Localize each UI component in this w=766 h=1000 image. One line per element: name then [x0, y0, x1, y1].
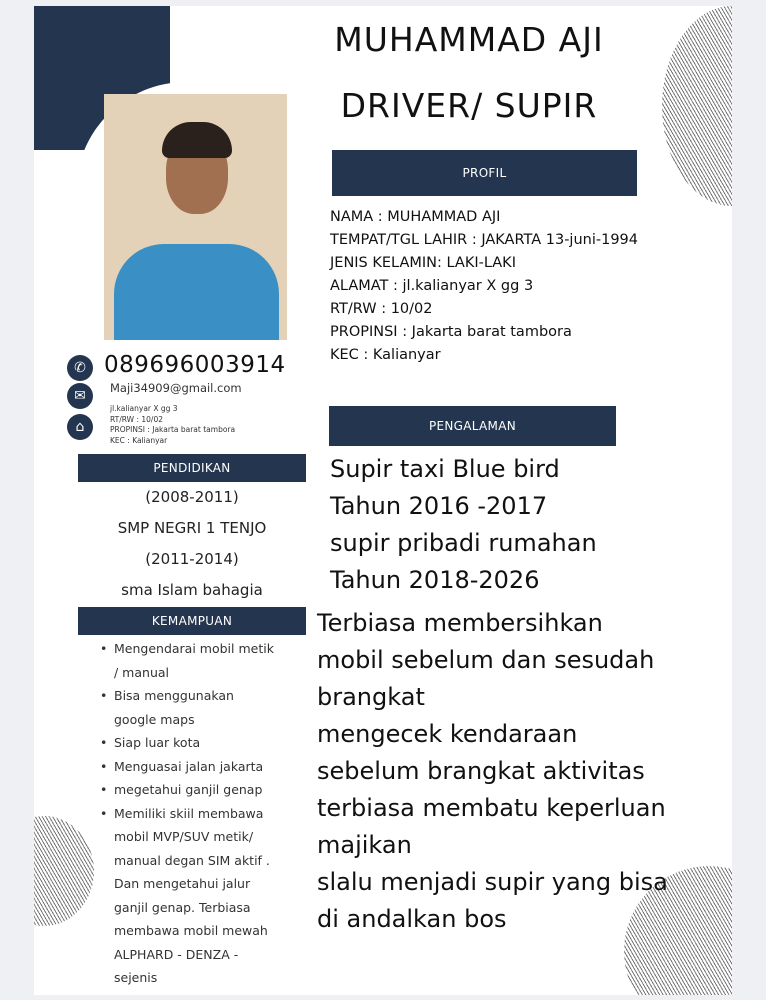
description-line: Terbiasa membersihkan [317, 609, 603, 637]
section-pengalaman: PENGALAMAN [329, 406, 616, 446]
section-kemampuan: KEMAMPUAN [78, 607, 306, 635]
experience-description [317, 605, 668, 938]
description-line: terbiasa membatu keperluan [317, 794, 666, 822]
description-line: sebelum brangkat aktivitas [317, 757, 645, 785]
envelope-icon: ✉ [67, 383, 93, 409]
skill-item: • Bisa menggunakan google maps [100, 684, 280, 731]
skills-list [100, 637, 280, 990]
profile-line: RT/RW : 10/02 [330, 301, 433, 317]
description-line: slalu menjadi supir yang bisa [317, 868, 668, 896]
experience-list [330, 451, 597, 599]
section-profil: PROFIL [332, 150, 637, 196]
skill-item: • megetahui ganjil genap [100, 778, 280, 802]
experience-line: Tahun 2018-2026 [330, 566, 540, 594]
profile-line: KEC : Kalianyar [330, 347, 441, 363]
address-line: KEC : Kalianyar [110, 435, 168, 445]
address-block [110, 404, 235, 446]
hatch-decoration-top [662, 6, 732, 206]
job-title: DRIVER/ SUPIR [340, 86, 598, 125]
resume-page [34, 6, 732, 995]
section-pendidikan: PENDIDIKAN [78, 454, 306, 482]
skill-item: • Siap luar kota [100, 731, 280, 755]
education-line: sma Islam bahagia [121, 581, 263, 599]
description-line: brangkat [317, 683, 425, 711]
description-line: mobil sebelum dan sesudah [317, 646, 655, 674]
profile-details [330, 206, 638, 367]
home-icon: ⌂ [67, 414, 93, 440]
profile-line: PROPINSI : Jakarta barat tambora [330, 324, 572, 340]
email: Maji34909@gmail.com [110, 381, 242, 395]
profile-photo [104, 94, 287, 340]
phone-number: 089696003914 [104, 352, 286, 378]
hatch-decoration-left [34, 816, 94, 926]
address-line: jl.kalianyar X gg 3 [110, 404, 178, 413]
education-line: (2011-2014) [145, 550, 239, 568]
name-heading: MUHAMMAD AJI [334, 20, 604, 59]
experience-line: Supir taxi Blue bird [330, 455, 560, 483]
phone-icon: ✆ [67, 355, 93, 381]
address-line: PROPINSI : Jakarta barat tambora [110, 425, 236, 434]
experience-line: supir pribadi rumahan [330, 529, 597, 557]
education-line: SMP NEGRI 1 TENJO [117, 519, 267, 537]
skill-item: • Memiliki skiil membawa mobil MVP/SUV metik/ manual degan SIM aktif . Dan mengetahui jalur ganjil genap. Terbiasa membawa mobil mewah ALPHARD - DENZA - sejenis [100, 802, 280, 990]
description-line: mengecek kendaraan [317, 720, 578, 748]
skill-item: • Menguasai jalan jakarta [100, 755, 280, 779]
profile-line: ALAMAT : jl.kalianyar X gg 3 [330, 278, 534, 294]
education-line: (2008-2011) [145, 488, 239, 506]
experience-line: Tahun 2016 -2017 [330, 492, 548, 520]
description-line: di andalkan bos [317, 905, 507, 933]
profile-line: TEMPAT/TGL LAHIR : JAKARTA 13-juni-1994 [330, 232, 638, 248]
address-line: RT/RW : 10/02 [110, 414, 164, 424]
description-line: majikan [317, 831, 412, 859]
profile-line: JENIS KELAMIN: LAKI-LAKI [330, 255, 516, 271]
education-list [78, 482, 306, 606]
profile-line: NAMA : MUHAMMAD AJI [330, 209, 501, 225]
skill-item: • Mengendarai mobil metik / manual [100, 637, 280, 684]
